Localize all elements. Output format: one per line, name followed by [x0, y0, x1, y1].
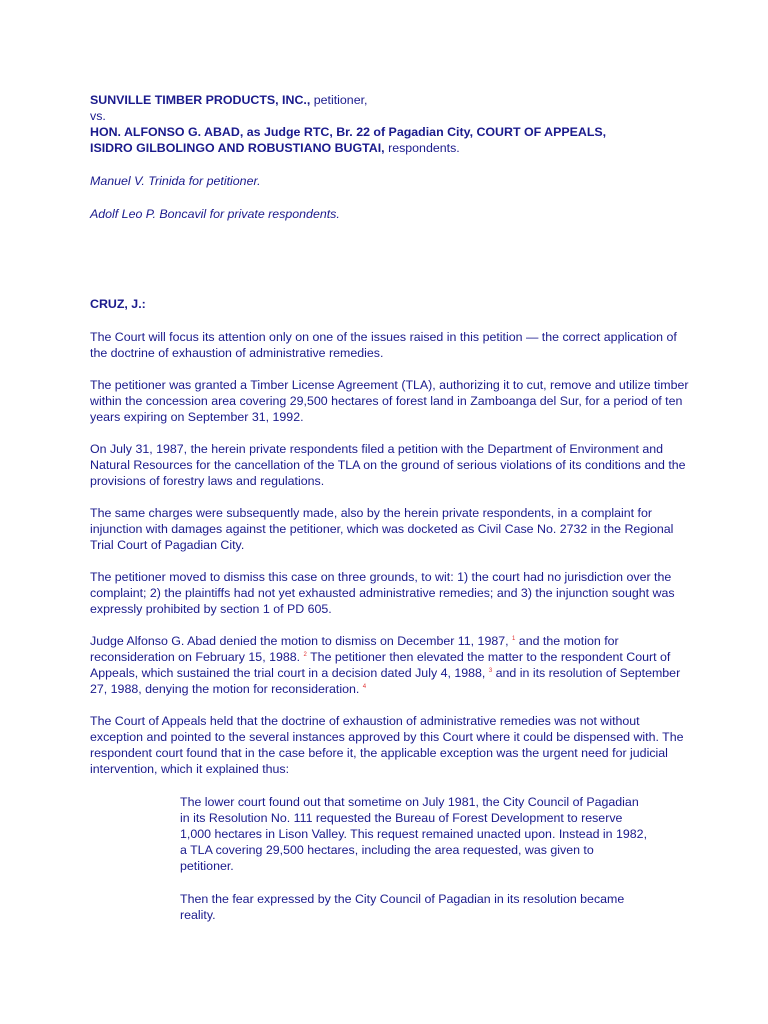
- paragraph-7: The Court of Appeals held that the doctrine of exhaustion of administrative remedies was not without exception and pointed to the several instances approved by this Court where it could be dispensed with. The respondent court found that in the case before it, the applicable exception was the urgent need for judicial intervention, which it explained thus:: [90, 714, 684, 776]
- paragraph-6: [90, 633, 690, 697]
- paragraph-6-part-b: and the motion for reconsideration on February 15, 1988.: [90, 634, 619, 664]
- quoted-passage: [180, 794, 650, 923]
- ponente: CRUZ, J.:: [90, 297, 146, 311]
- paragraph-2: The petitioner was granted a Timber License Agreement (TLA), authorizing it to cut, remove and utilize timber within the concession area covering 29,500 hectares of forest land in Zamboanga del Sur, for a period of ten years expiring on September 31, 1992.: [90, 378, 689, 424]
- footnote-link-1[interactable]: 1: [512, 635, 516, 642]
- paragraph-6-part-c: The petitioner then elevated the matter to the respondent Court of Appeals, which sustained the trial court in a decision dated July 4, 1988,: [90, 650, 671, 680]
- quote-paragraph-1: The lower court found out that sometime on July 1981, the City Council of Pagadian in its Resolution No. 111 requested the Bureau of Forest Development to reserve 1,000 hectares in Lison Valley. This request remained unacted upon. Instead in 1982, a TLA covering 29,500 hectares, including the area requested, was given to petitioner.: [180, 795, 648, 873]
- quote-paragraph-2: Then the fear expressed by the City Council of Pagadian in its resolution became reality.: [180, 892, 625, 922]
- case-caption: [90, 92, 690, 156]
- caption-versus: vs.: [90, 109, 106, 123]
- decision-page: [90, 92, 690, 923]
- caption-petitioner-line: [90, 92, 690, 108]
- counsel-respondents: Adolf Leo P. Boncavil for private respondents.: [90, 207, 340, 221]
- respondents-role: respondents.: [384, 141, 460, 155]
- paragraph-4: The same charges were subsequently made, also by the herein private respondents, in a complaint for injunction with damages against the petitioner, which was docketed as Civil Case No. 2732 in the Regional Trial Court of Pagadian City.: [90, 506, 674, 552]
- caption-respondents-line: [90, 140, 690, 156]
- footnote-link-2[interactable]: 2: [303, 651, 307, 658]
- petitioner-name: SUNVILLE TIMBER PRODUCTS, INC.,: [90, 93, 311, 107]
- paragraph-1: The Court will focus its attention only on one of the issues raised in this petition — the correct application of the doctrine of exhaustion of administrative remedies.: [90, 330, 677, 360]
- paragraph-5: The petitioner moved to dismiss this case on three grounds, to wit: 1) the court had no jurisdiction over the complaint; 2) the plaintiffs had not yet exhausted administrative remedies; and 3) the injunction sought was expressly prohibited by section 1 of PD 605.: [90, 570, 675, 616]
- paragraph-6-part-d: and in its resolution of September 27, 1988, denying the motion for reconsideration.: [90, 666, 681, 696]
- footnote-link-3[interactable]: 3: [488, 667, 493, 674]
- counsel-petitioner: Manuel V. Trinida for petitioner.: [90, 174, 261, 188]
- respondents-line-1: HON. ALFONSO G. ABAD, as Judge RTC, Br. 22 of Pagadian City, COURT OF APPEALS,: [90, 125, 607, 139]
- footnote-link-4[interactable]: 4: [362, 683, 367, 690]
- petitioner-role: petitioner,: [310, 93, 368, 107]
- respondents-line-2: ISIDRO GILBOLINGO AND ROBUSTIANO BUGTAI,: [90, 141, 385, 155]
- paragraph-6-part-a: Judge Alfonso G. Abad denied the motion to dismiss on December 11, 1987,: [90, 634, 509, 648]
- paragraph-3: On July 31, 1987, the herein private respondents filed a petition with the Department of Environment and Natural Resources for the cancellation of the TLA on the ground of serious violations of its conditions and the provisions of forestry laws and regulations.: [90, 442, 686, 488]
